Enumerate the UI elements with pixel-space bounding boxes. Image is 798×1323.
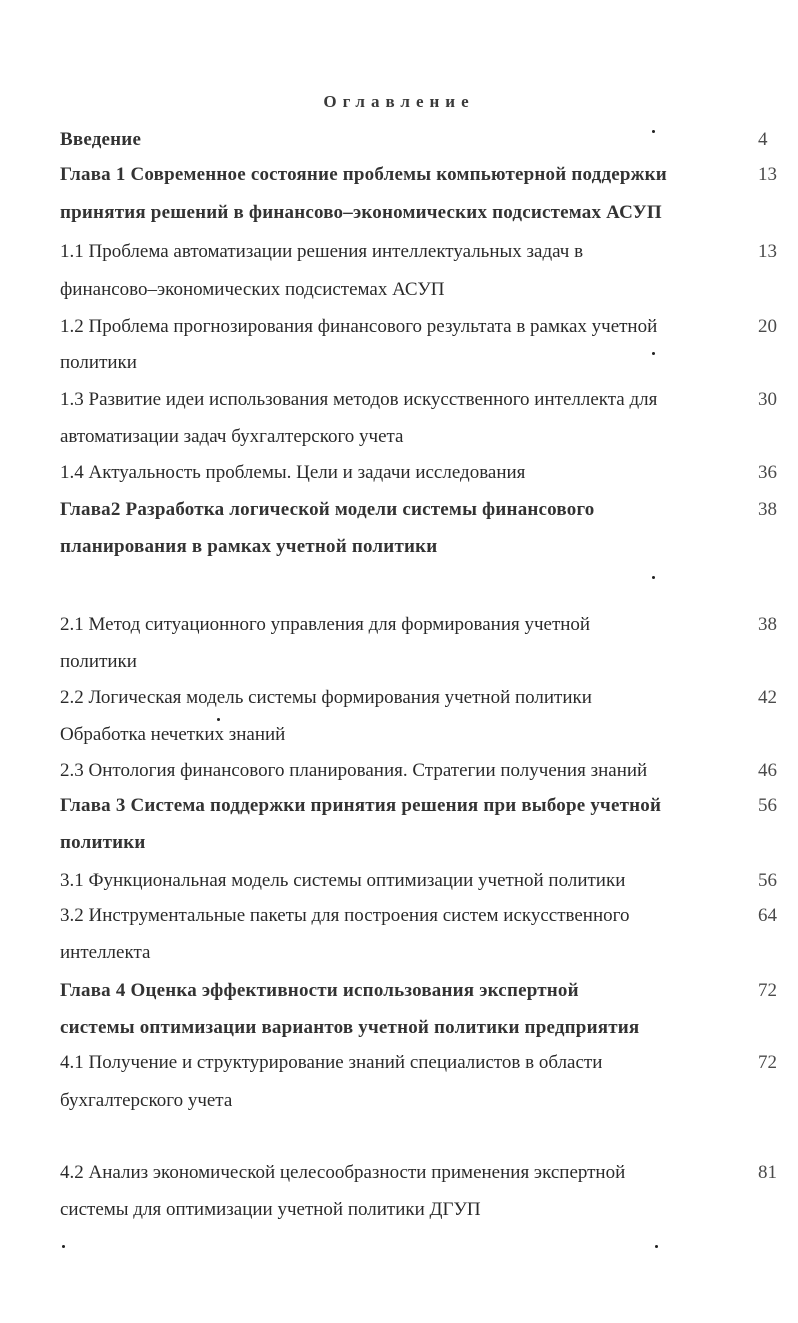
toc-entry-line: 3.2 Инструментальные пакеты для построения систем искусственного (60, 905, 630, 926)
scan-speck (652, 576, 655, 579)
toc-entry-line: принятия решений в финансово–экономических подсистемах АСУП (60, 202, 662, 223)
toc-page-number: 20 (758, 316, 777, 337)
toc-entry-line: Глава 4 Оценка эффективности использования экспертной (60, 980, 579, 1001)
toc-entry-line: финансово–экономических подсистемах АСУП (60, 279, 445, 300)
toc-entry-line: политики (60, 352, 137, 373)
toc-entry-line: 4.2 Анализ экономической целесообразности применения экспертной (60, 1162, 626, 1183)
toc-page-number: 56 (758, 870, 777, 891)
toc-entry-line: 2.2 Логическая модель системы формирования учетной политики (60, 687, 592, 708)
toc-entry-line: планирования в рамках учетной политики (60, 536, 438, 557)
toc-entry-line: бухгалтерского учета (60, 1090, 233, 1111)
toc-page-number: 38 (758, 614, 777, 635)
toc-page-number: 42 (758, 687, 777, 708)
toc-page-number: 56 (758, 795, 777, 816)
toc-page-number: 46 (758, 760, 777, 781)
toc-entry-line: Глава 1 Современное состояние проблемы компьютерной поддержки (60, 164, 667, 185)
scan-speck (217, 718, 220, 721)
scan-speck (652, 130, 655, 133)
scan-speck (652, 352, 655, 355)
toc-entry-line: Глава2 Разработка логической модели системы финансового (60, 499, 595, 520)
toc-page-number: 81 (758, 1162, 777, 1183)
toc-entry-line: 1.4 Актуальность проблемы. Цели и задачи исследования (60, 462, 526, 483)
toc-entry-line: 3.1 Функциональная модель системы оптимизации учетной политики (60, 870, 626, 891)
toc-page-number: 30 (758, 389, 777, 410)
toc-entry-line: Введение (60, 129, 142, 150)
toc-entry-line: системы оптимизации вариантов учетной политики предприятия (60, 1017, 640, 1038)
toc-page-number: 72 (758, 1052, 777, 1073)
scan-speck (62, 1245, 65, 1248)
toc-page-number: 13 (758, 241, 777, 262)
toc-page-number: 36 (758, 462, 777, 483)
toc-entry-line: политики (60, 832, 146, 853)
toc-entry-line: политики (60, 651, 137, 672)
toc-page-number: 4 (758, 129, 768, 150)
toc-title: Оглавление (323, 92, 475, 111)
scan-speck (655, 1245, 658, 1248)
toc-entry-line: 1.3 Развитие идеи использования методов искусственного интеллекта для (60, 389, 658, 410)
toc-entry-line: автоматизации задач бухгалтерского учета (60, 426, 404, 447)
toc-page-number: 38 (758, 499, 777, 520)
toc-entry-line: интеллекта (60, 942, 151, 963)
toc-entry-line: 2.1 Метод ситуационного управления для формирования учетной (60, 614, 591, 635)
toc-entry-line: 2.3 Онтология финансового планирования. Стратегии получения знаний (60, 760, 648, 781)
toc-entry-line: 1.2 Проблема прогнозирования финансового результата в рамках учетной (60, 316, 658, 337)
toc-entry-line: 4.1 Получение и структурирование знаний специалистов в области (60, 1052, 603, 1073)
toc-page-number: 72 (758, 980, 777, 1001)
toc-page-number: 64 (758, 905, 777, 926)
toc-entry-line: Глава 3 Система поддержки принятия решения при выборе учетной (60, 795, 662, 816)
toc-entry-line: системы для оптимизации учетной политики ДГУП (60, 1199, 481, 1220)
toc-entry-line: 1.1 Проблема автоматизации решения интеллектуальных задач в (60, 241, 584, 262)
toc-page-number: 13 (758, 164, 777, 185)
toc-entry-line: Обработка нечетких знаний (60, 724, 286, 745)
